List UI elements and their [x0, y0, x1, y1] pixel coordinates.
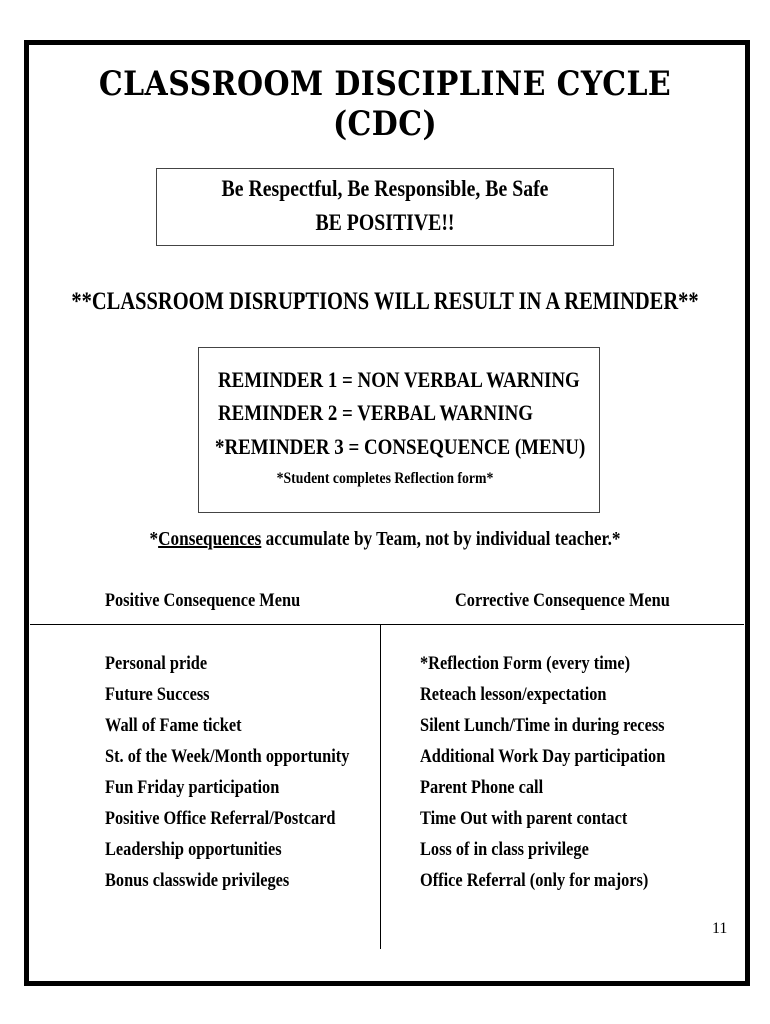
- list-item: Time Out with parent contact: [420, 808, 628, 829]
- list-item: Fun Friday participation: [105, 777, 280, 798]
- accumulation-note: [54, 528, 716, 551]
- list-item: Personal pride: [105, 653, 208, 674]
- motto-line-2: BE POSITIVE!!: [315, 210, 455, 235]
- corrective-menu-heading: Corrective Consequence Menu: [455, 590, 670, 611]
- reminder-3: *REMINDER 3 = CONSEQUENCE (MENU): [215, 434, 586, 459]
- list-item: St. of the Week/Month opportunity: [105, 746, 350, 767]
- list-item: Parent Phone call: [420, 777, 544, 798]
- reminder-2: REMINDER 2 = VERBAL WARNING: [218, 400, 533, 425]
- list-item: Silent Lunch/Time in during recess: [420, 715, 665, 736]
- list-item: Additional Work Day participation: [420, 746, 666, 767]
- accumulation-prefix: *: [149, 528, 159, 550]
- motto-line-1: Be Respectful, Be Responsible, Be Safe: [221, 176, 549, 201]
- list-item: Office Referral (only for majors): [420, 870, 649, 891]
- reflection-note: *Student completes Reflection form*: [276, 470, 494, 487]
- page-number: 11: [712, 920, 728, 937]
- positive-menu-heading: Positive Consequence Menu: [105, 590, 301, 611]
- list-item: *Reflection Form (every time): [420, 653, 631, 674]
- corrective-menu-list: [420, 650, 705, 898]
- header-divider: [30, 624, 744, 625]
- accumulation-underlined: Consequences: [158, 528, 262, 550]
- list-item: Loss of in class privilege: [420, 839, 589, 860]
- disruption-warning: **CLASSROOM DISRUPTIONS WILL RESULT IN A REMINDER**: [71, 288, 699, 315]
- positive-menu-list: [105, 650, 389, 898]
- list-item: Wall of Fame ticket: [105, 715, 242, 736]
- list-item: Reteach lesson/expectation: [420, 684, 607, 705]
- list-item: Positive Office Referral/Postcard: [105, 808, 336, 829]
- list-item: Leadership opportunities: [105, 839, 282, 860]
- list-item: Future Success: [105, 684, 210, 705]
- list-item: Bonus classwide privileges: [105, 870, 290, 891]
- reminder-1: REMINDER 1 = NON VERBAL WARNING: [218, 367, 580, 392]
- page-title: CLASSROOM DISCIPLINE CYCLE (CDC): [98, 64, 672, 144]
- accumulation-rest: accumulate by Team, not by individual teacher.*: [261, 528, 621, 550]
